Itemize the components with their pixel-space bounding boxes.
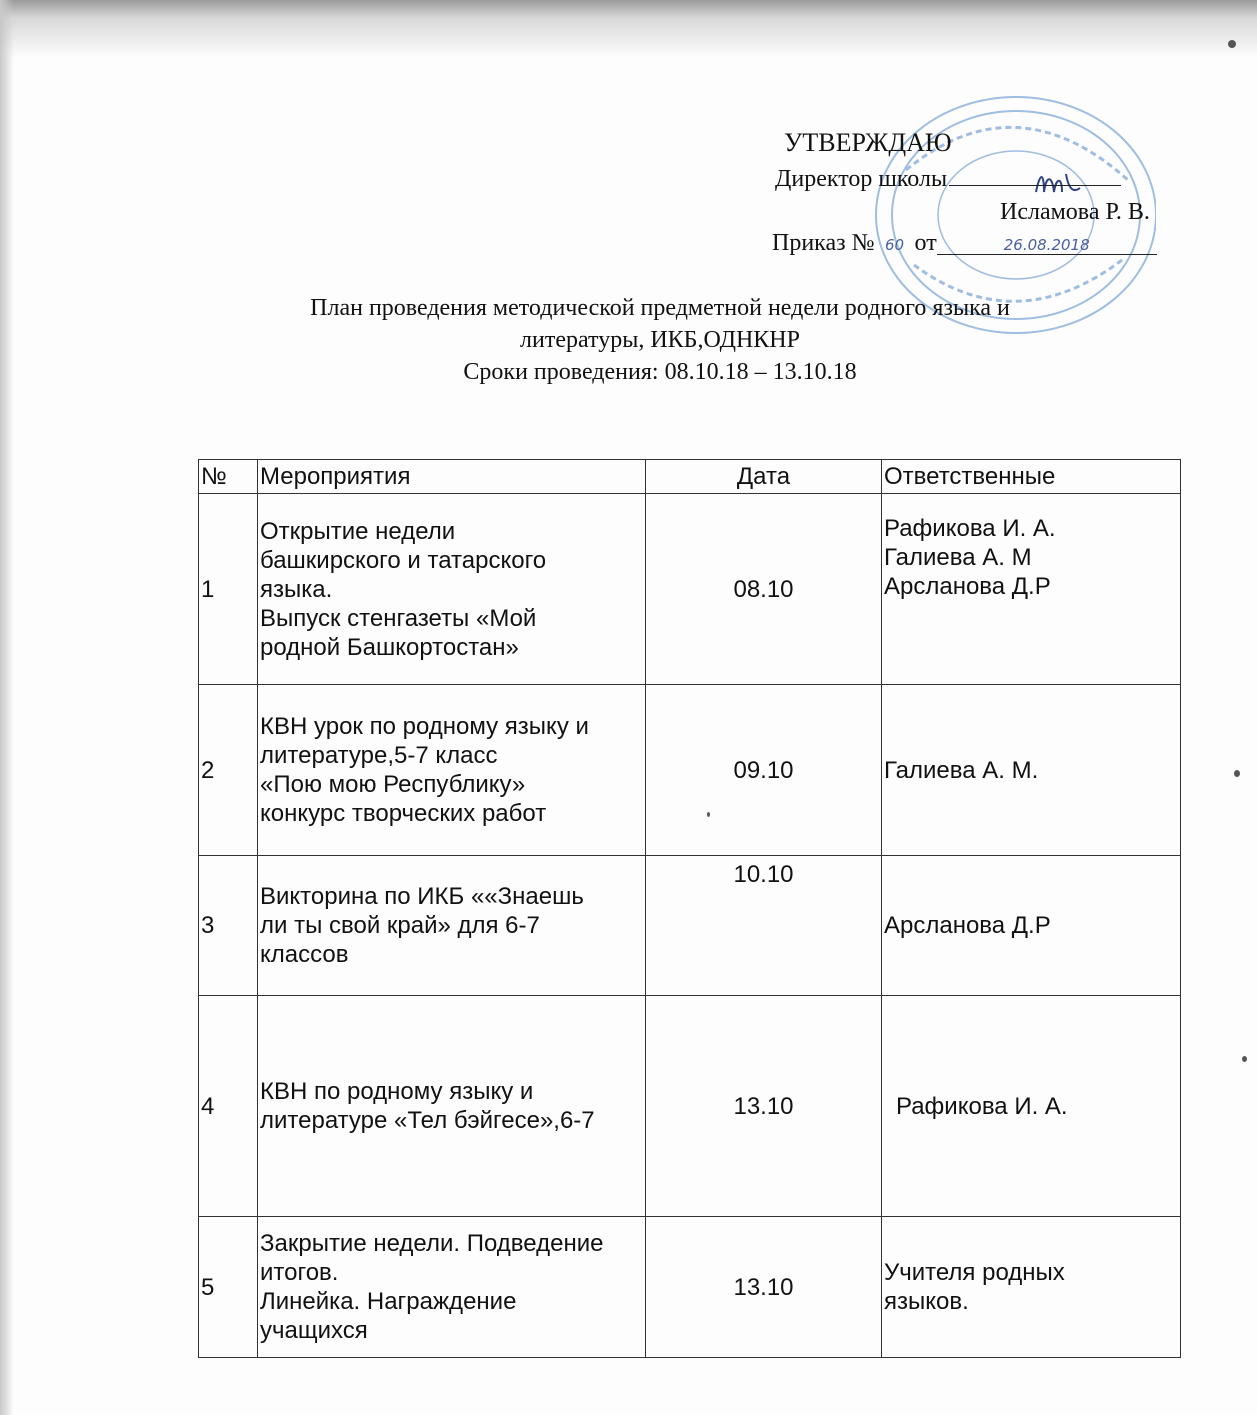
- event-line: Выпуск стенгазеты «Мой: [260, 604, 537, 632]
- heading-line-2: литературы, ИКБ,ОДНКНР: [520, 327, 800, 353]
- row-responsible: [882, 856, 1181, 996]
- event-line: литературе,5-7 класс: [260, 742, 498, 769]
- event-line: классов: [260, 941, 349, 968]
- row-date: 13.10: [646, 1217, 882, 1358]
- table-row: [199, 494, 1181, 685]
- event-line: Линейка. Награждение: [260, 1288, 517, 1315]
- event-line: КВН по родному языку и: [260, 1078, 534, 1105]
- table-row: [199, 685, 1181, 856]
- row-date: 09.10: [646, 685, 882, 856]
- row-responsible: [882, 685, 1181, 856]
- responsible-line: Учителя родных: [884, 1259, 1065, 1286]
- approval-block: [0, 0, 1257, 270]
- event-line: учащихся: [260, 1317, 368, 1344]
- row-responsible: [882, 1217, 1181, 1358]
- order-from-label: от: [914, 230, 937, 256]
- scan-speck: [1242, 1056, 1247, 1062]
- signature-line: [949, 165, 1121, 186]
- responsible-line: Галиева А. М: [884, 544, 1032, 571]
- event-line: итогов.: [260, 1259, 339, 1286]
- responsible-line: Галиева А. М.: [884, 756, 1039, 784]
- responsible-line: Рафикова И. А.: [884, 515, 1056, 542]
- heading-dates: Сроки проведения: 08.10.18 – 13.10.18: [463, 359, 857, 385]
- director-name: Исламова Р. В.: [1000, 199, 1150, 225]
- row-event: [258, 685, 646, 856]
- director-label: Директор школы: [775, 166, 948, 192]
- event-line: конкурс творческих работ: [260, 800, 547, 827]
- header-event: Мероприятия: [258, 460, 646, 494]
- director-line: [775, 165, 1121, 193]
- header-date: Дата: [646, 460, 882, 494]
- event-line: языка.: [260, 575, 333, 603]
- heading-line-1: План проведения методической предметной недели родного языка и: [310, 295, 1010, 321]
- responsible-line: языков.: [884, 1288, 969, 1315]
- responsible-line: Арсланова Д.Р: [884, 573, 1051, 600]
- event-line: родной Башкортостан»: [260, 633, 519, 661]
- header-responsible: Ответственные: [882, 460, 1181, 494]
- event-line: литературе «Тел бэйгесе»,6-7: [260, 1107, 595, 1134]
- row-date: 13.10: [646, 996, 882, 1217]
- scan-speck: [1228, 40, 1236, 48]
- row-num: 3: [199, 856, 258, 996]
- order-date: 26.08.2018: [937, 236, 1157, 255]
- header-num: №: [199, 460, 258, 494]
- document-heading: [200, 292, 1120, 388]
- responsible-line: Рафикова И. А.: [896, 1092, 1068, 1120]
- row-event: [258, 494, 646, 685]
- event-line: Викторина по ИКБ ««Знаешь: [260, 883, 584, 910]
- table-row: [199, 856, 1181, 996]
- table-row: [199, 1217, 1181, 1358]
- order-line: [772, 230, 1157, 257]
- table-row: [199, 996, 1181, 1217]
- events-table: [198, 459, 1181, 1358]
- row-event: [258, 856, 646, 996]
- event-line: КВН урок по родному языку и: [260, 713, 589, 740]
- row-responsible: [882, 996, 1181, 1217]
- approval-title: УТВЕРЖДАЮ: [784, 128, 952, 157]
- event-line: Открытие недели: [260, 517, 456, 545]
- row-responsible: [882, 494, 1181, 685]
- row-date: 08.10: [646, 494, 882, 685]
- event-line: «Пою мою Республику»: [260, 771, 526, 798]
- event-line: Закрытие недели. Подведение: [260, 1230, 604, 1257]
- scan-speck: [707, 812, 710, 817]
- order-label: Приказ №: [772, 230, 875, 256]
- row-num: 4: [199, 996, 258, 1217]
- row-num: 1: [199, 494, 258, 685]
- order-number: 60: [884, 236, 905, 254]
- scan-speck: [1234, 770, 1240, 777]
- row-date: 10.10: [646, 856, 882, 996]
- table-header-row: [199, 460, 1181, 494]
- event-line: башкирского и татарского: [260, 546, 547, 574]
- row-event: [258, 996, 646, 1217]
- row-event: [258, 1217, 646, 1358]
- row-num: 2: [199, 685, 258, 856]
- responsible-line: Арсланова Д.Р: [884, 912, 1051, 939]
- row-num: 5: [199, 1217, 258, 1358]
- event-line: ли ты свой край» для 6-7: [260, 912, 540, 939]
